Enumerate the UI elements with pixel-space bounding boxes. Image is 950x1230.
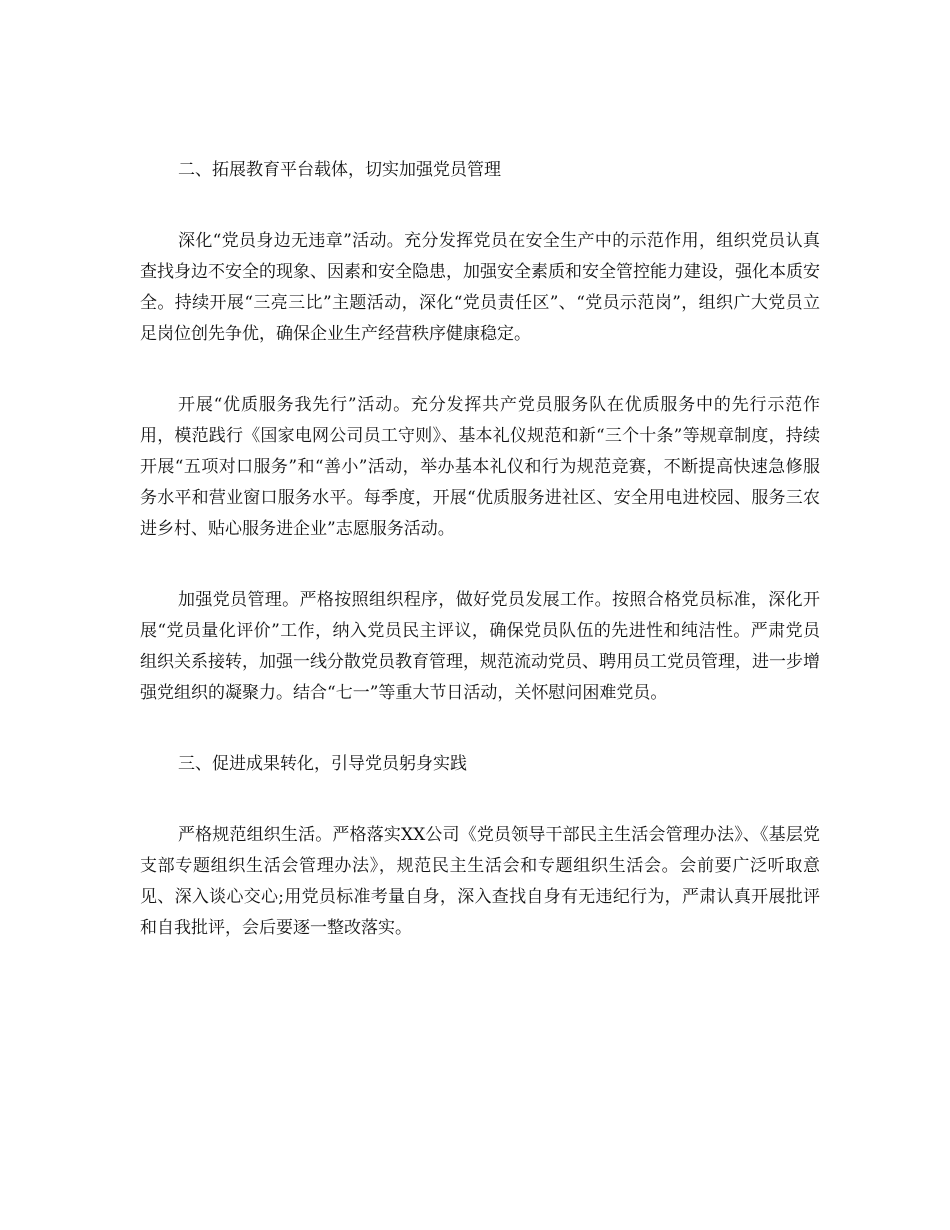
paragraph-gap	[140, 186, 820, 226]
section-heading-2: 二、拓展教育平台载体，切实加强党员管理	[178, 160, 501, 180]
section-heading-3: 三、促进成果转化，引导党员躬身实践	[178, 754, 467, 774]
paragraph-gap	[140, 780, 820, 820]
paragraph-gap	[140, 350, 820, 390]
paragraph-member-management: 加强党员管理。严格按照组织程序，做好党员发展工作。按照合格党员标准，深化开展“党员量化评价”工作，纳入党员民主评议，确保党员队伍的先进性和纯洁性。严肃党员组织关系接转，加强一线分散党员教育管理，规范流动党员、聘用员工党员管理，进一步增强党组织的凝聚力。结合“七一”等重大节日活动，关怀慰问困难党员。	[140, 590, 820, 703]
paragraph-gap	[140, 545, 820, 585]
paragraph-violation-free: 深化“党员身边无违章”活动。充分发挥党员在安全生产中的示范作用，组织党员认真查找身边不安全的现象、因素和安全隐患，加强安全素质和安全管控能力建设，强化本质安全。持续开展“三亮三比”主题活动，深化“党员责任区”、“党员示范岗”，组织广大党员立足岗位创先争优，确保企业生产经营秩序健康稳定。	[140, 231, 820, 344]
document-body	[140, 155, 820, 944]
paragraph-organization-life: 严格规范组织生活。严格落实XX公司《党员领导干部民主生活会管理办法》、《基层党支部专题组织生活会管理办法》，规范民主生活会和专题组织生活会。会前要广泛听取意见、深入谈心交心;用党员标准考量自身，深入查找自身有无违纪行为，严肃认真开展批评和自我批评，会后要逐一整改落实。	[140, 825, 820, 938]
paragraph-quality-service: 开展“优质服务我先行”活动。充分发挥共产党员服务队在优质服务中的先行示范作用，模范践行《国家电网公司员工守则》、基本礼仪规范和新“三个十条”等规章制度，持续开展“五项对口服务”和“善小”活动，举办基本礼仪和行为规范竞赛，不断提高快速急修服务水平和营业窗口服务水平。每季度，开展“优质服务进社区、安全用电进校园、服务三农进乡村、贴心服务进企业”志愿服务活动。	[140, 395, 820, 539]
paragraph-gap	[140, 709, 820, 749]
